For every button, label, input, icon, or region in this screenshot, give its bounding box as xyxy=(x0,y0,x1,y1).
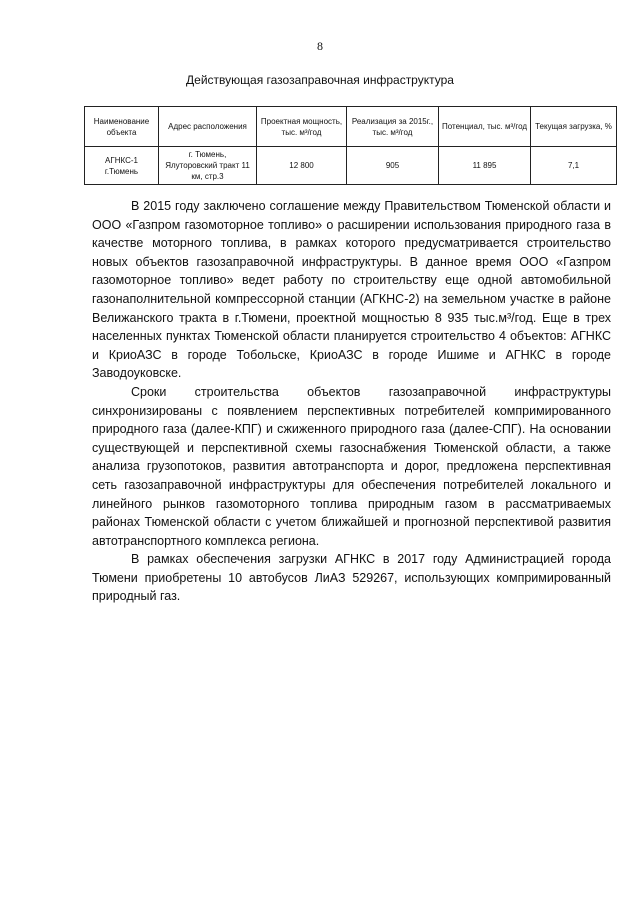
cell-current-load: 7,1 xyxy=(531,147,617,185)
cell-sales-2015: 905 xyxy=(347,147,439,185)
infrastructure-table xyxy=(84,106,617,185)
header-current-load: Текущая загрузка, % xyxy=(531,107,617,147)
cell-object-name: АГНКС-1 г.Тюмень xyxy=(85,147,159,185)
cell-address: г. Тюмень, Ялуторовский тракт 11 км, стр.3 xyxy=(159,147,257,185)
header-object-name: Наименование объекта xyxy=(85,107,159,147)
cell-design-capacity: 12 800 xyxy=(257,147,347,185)
cell-potential: 11 895 xyxy=(439,147,531,185)
page-number: 8 xyxy=(317,39,323,53)
header-address: Адрес расположения xyxy=(159,107,257,147)
paragraph-buses-2017: В рамках обеспечения загрузки АГНКС в 2017 году Администрацией города Тюмени приобретены 10 автобусов ЛиАЗ 529267, использующих компримированный природный газ. xyxy=(92,552,611,604)
paragraph-agreement-2015: В 2015 году заключено соглашение между Правительством Тюменской области и ООО «Газпром газомоторное топливо» о расширении использования природного газа в качестве моторного топлива, в рамках которого предусматривается строительство новых объектов газозаправочной инфраструктуры. В данное время ООО «Газпром газомоторное топливо» ведет работу по строительству еще одной автомобильной газонаполнительной компрессорной станции (АГКНС-2) на земельном участке в районе Велижанского тракта в г.Тюмени, проектной мощностью 8 935 тыс.м³/год. Еще в трех населенных пунктах Тюменской области планируется строительство 4 объектов: АГНКС и КриоАЗС в городе Тобольске, КриоАЗС в городе Ишиме и АГНКС в городе Заводоуковске. xyxy=(92,199,611,381)
header-design-capacity: Проектная мощность, тыс. м³/год xyxy=(257,107,347,147)
body-text xyxy=(92,197,611,606)
table-header-row xyxy=(85,107,617,147)
table-caption: Действующая газозаправочная инфраструктура xyxy=(186,73,454,87)
paragraph-construction-schedule: Сроки строительства объектов газозаправочной инфраструктуры синхронизированы с появлением перспективных потребителей компримированного природного газа (далее-КПГ) и сжиженного природного газа (далее-СПГ). На основании существующей и перспективной схемы газоснабжения Тюменской области, а также анализа грузопотоков, развития автотранспорта и дорог, предложена перспективная сеть газозаправочной инфраструктуры для обеспечения потребителей локального и линейного рынков газомоторного топлива природным газом в рассматриваемых районах Тюменской области с учетом ближайшей и прогнозной перспективой развития автотранспортного комплекса региона. xyxy=(92,384,611,548)
header-sales-2015: Реализация за 2015г., тыс. м³/год xyxy=(347,107,439,147)
header-potential: Потенциал, тыс. м³/год xyxy=(439,107,531,147)
table-row xyxy=(85,147,617,185)
